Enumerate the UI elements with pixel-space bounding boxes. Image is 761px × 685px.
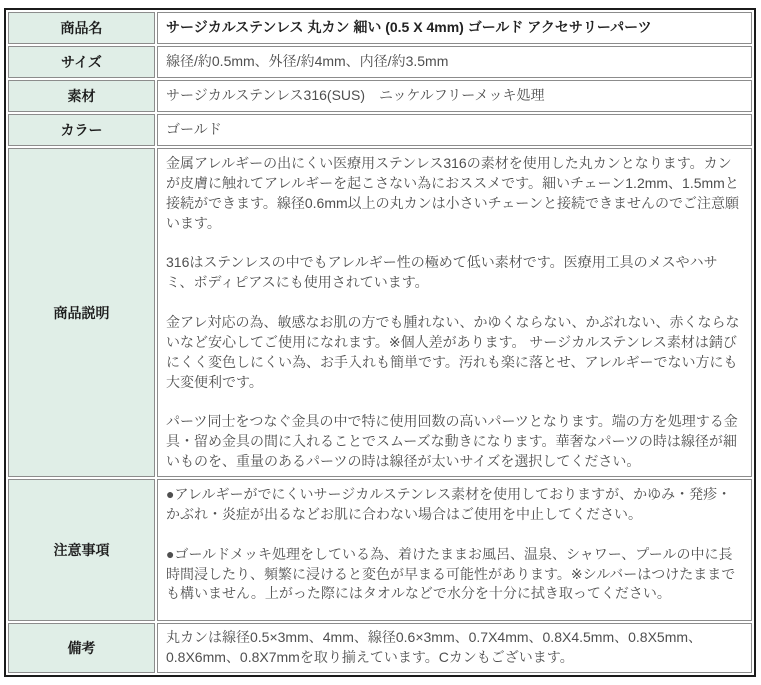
paragraph: ゴールド xyxy=(166,121,222,138)
paragraph: 金属アレルギーの出にくい医療用ステンレス316の素材を使用した丸カンとなります。カンが皮膚に触れてアレルギーを起こさない為におススメです。細いチェーン1.2mm、1.5mmと接続ができます。線径0.6mm以上の丸カンは小さいチェーンと接続できませんのでご注意願います。 xyxy=(166,155,739,231)
row-label-size: サイズ xyxy=(8,46,155,78)
row-content-precautions xyxy=(157,479,752,621)
table-row-material xyxy=(8,80,752,112)
row-label-remarks: 備考 xyxy=(8,623,155,673)
row-label-color: カラー xyxy=(8,114,155,146)
paragraph: パーツ同士をつなぐ金具の中で特に使用回数の高いパーツとなります。端の方を処理する金具・留め金具の間に入れることでスムーズな動きになります。華奢なパーツの時は線径が細いものを、重量のあるパーツの時は線径が太いサイズを選択してください。 xyxy=(166,413,738,470)
table-row-precautions xyxy=(8,479,752,621)
row-label-description: 商品説明 xyxy=(8,148,155,477)
table-row-description xyxy=(8,148,752,477)
table-row-remarks xyxy=(8,623,752,673)
row-content-remarks xyxy=(157,623,752,673)
row-content-product-name xyxy=(157,12,752,44)
table-row-size xyxy=(8,46,752,78)
paragraph: サージカルステンレス 丸カン 細い (0.5 X 4mm) ゴールド アクセサリーパーツ xyxy=(166,19,652,36)
row-label-product-name: 商品名 xyxy=(8,12,155,44)
paragraph: 丸カンは線径0.5×3mm、4mm、線径0.6×3mm、0.7X4mm、0.8X4.5mm、0.8X5mm、0.8X6mm、0.8X7mmを取り揃えています。Cカンもございます。 xyxy=(166,629,703,665)
paragraph: ●ゴールドメッキ処理をしている為、着けたままお風呂、温泉、シャワー、プールの中に長時間浸したり、頻繁に浸けると変色が早まる可能性があります。※シルバーはつけたままでも構いません。上がった際にはタオルなどで水分を十分に拭き取ってください。 xyxy=(166,545,736,602)
row-content-size xyxy=(157,46,752,78)
product-spec-table xyxy=(4,8,756,677)
row-label-precautions: 注意事項 xyxy=(8,479,155,621)
row-label-material: 素材 xyxy=(8,80,155,112)
paragraph: ●アレルギーがでにくいサージカルステンレス素材を使用しておりますが、かゆみ・発疹・かぶれ・炎症が出るなどお肌に合わない場合はご使用を中止してください。 xyxy=(166,486,732,522)
table-row-color xyxy=(8,114,752,146)
row-content-description xyxy=(157,148,752,477)
paragraph: 金アレ対応の為、敏感なお肌の方でも腫れない、かゆくならない、かぶれない、赤くならないなど安心してご使用になれます。※個人差があります。 サージカルステンレス素材は錆びにくく変色しにくい為、お手入れも簡単です。汚れも楽に落とせ、アレルギーでない方にも大変便利です。 xyxy=(166,314,740,390)
row-content-color xyxy=(157,114,752,146)
paragraph: サージカルステンレス316(SUS) ニッケルフリーメッキ処理 xyxy=(166,87,545,104)
row-content-material xyxy=(157,80,752,112)
paragraph: 316はステンレスの中でもアレルギー性の極めて低い素材です。医療用工具のメスやハサミ、ボディピアスにも使用されています。 xyxy=(166,254,718,291)
table-row-product-name xyxy=(8,12,752,44)
paragraph: 線径/約0.5mm、外径/約4mm、内径/約3.5mm xyxy=(166,53,449,70)
